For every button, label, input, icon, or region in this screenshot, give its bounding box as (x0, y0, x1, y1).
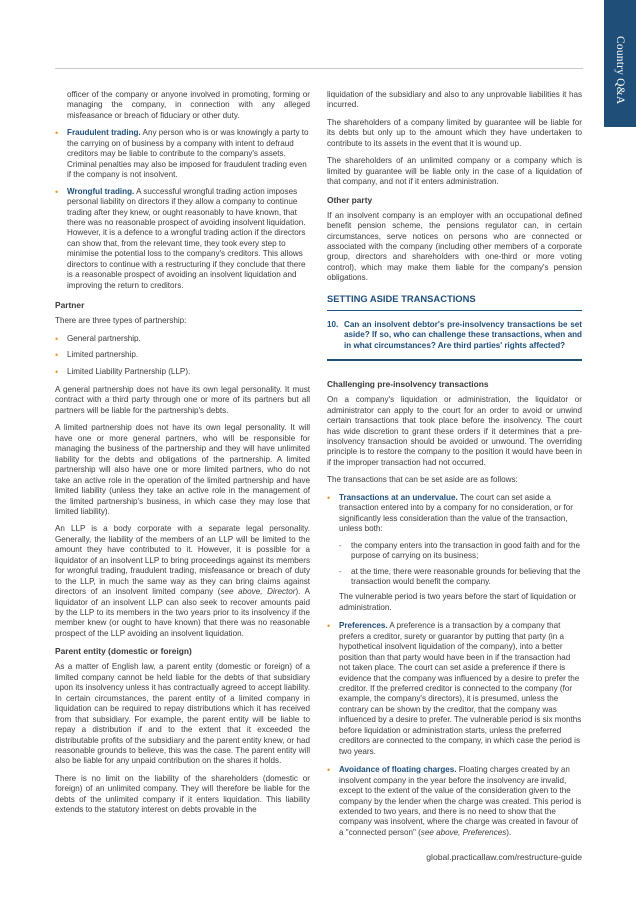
wrongful-trading-text: A successful wrongful trading action imposes personal liability on directors if they allow a company to continue trading after they knew, or ought reasonably to have known, that there was no reasonable prospect of avoiding insolvent liquidation. However, it is a defence to a wrongful trading action if the directors can show that, from the relevant time, they took every step to minimise the potential loss to the company's creditors. This allows directors to continue with a restructuring if they conclude that there is a reasonable prospect of avoiding an insolvent liquidation and improving the return to creditors. (67, 186, 306, 290)
general-partnership-paragraph: A general partnership does not have its own legal personality. It must contract with a third party through one or more of its partners but all partners will be liable for the partnership's debts. (55, 384, 310, 415)
question-text: Can an insolvent debtor's pre-insolvency transactions be set aside? If so, who can challenge these transactions, when and in what circumstances? Are third parties' rights affected? (344, 319, 582, 350)
right-column (327, 90, 582, 844)
unlimited-guarantee-paragraph: The shareholders of an unlimited company or a company which is limited by guarantee will be liable only in the case of a liquidation of that company, and not if it enters administration. (327, 156, 582, 187)
bullet-icon: • (327, 492, 331, 503)
bullet-icon: • (55, 350, 59, 361)
llp-paragraph: An LLP is a body corporate with a separate legal personality. Generally, the liability of the members of an LLP will be limited to the amount they have contributed to it. However, it is possible for a liquidator of an insolvent LLP to bring proceedings against its members for wrongful trading, fraudulent trading, misfeasance or breach of duty to the LLP, in much the same way as they can bring claims against directors of an insolvent limited company (see above, Director). A liquidator of an insolvent LLP can also seek to recover amounts paid by the LLP to its members in the two years prior to its insolvency if the member knew (or ought to have known) that there was no reasonable prospect of the LLP avoiding an insolvent liquidation. (55, 524, 310, 638)
bullet-icon: • (327, 765, 331, 776)
country-qa-tab (604, 0, 636, 127)
section-heading: SETTING ASIDE TRANSACTIONS (327, 293, 582, 311)
fraudulent-trading-text: Any person who is or was knowingly a party to the carrying on of business by a company with intent to defraud creditors may be liable to contribute to the company's assets. Criminal penalties may also be imposed for fraudulent trading even if the company is not insolvent. (67, 128, 309, 180)
bullet-icon: • (55, 128, 59, 139)
other-party-heading: Other party (327, 194, 373, 205)
unlimited-company-paragraph: There is no limit on the liability of the shareholders (domestic or foreign) of an unlimited company. They will therefore be liable for the debts of the unlimited company if it enters liquidation. This liability extends to the statutory interest on debts provable in the (55, 773, 310, 815)
condition-item: - at the time, there were reasonable grounds for believing that the transaction would benefit the company. (339, 566, 581, 586)
challenging-heading: Challenging pre-insolvency transactions (327, 379, 489, 390)
undervalue-text: The court can set aside a transaction entered into by a company for no consideration, or for significantly less consideration than the value of the transaction, unless both: (339, 492, 573, 534)
subsidiary-continuation: liquidation of the subsidiary and also to any unprovable liabilities it has incurred. (327, 90, 582, 110)
bullet-icon: • (55, 366, 59, 377)
cross-reference: see above, Director (220, 587, 296, 597)
challenging-paragraph: On a company's liquidation or administration, the liquidator or administrator can apply to the court for an order to avoid or unwind certain transactions that took place before the insolvency. The court has wide discretion to grant these orders if it determines that a pre-insolvency transaction should be avoided or unwound. The overriding principle is to restore the company to the position it would have been in if the improper transaction had not occurred. (327, 395, 582, 467)
list-item-preferences (327, 621, 582, 757)
parent-entity-paragraph: As a matter of English law, a parent entity (domestic or foreign) of a limited company cannot be held liable for the debts of that subsidiary upon its insolvency unless it has contractually agreed to accept liability. In certain circumstances, the parent entity of a limited company in liquidation can be required to repay distributions which it has received from that subsidiary. For example, the parent entity will be liable to repay a distribution if and to the extent that it exceeded the distributable profits of the subsidiary and the parent entity knew, or had reasonable grounds to believe, this was the case. The parent entity will also be liable for any unpaid contribution on the shares it holds. (55, 662, 310, 766)
header-rule (55, 68, 583, 69)
left-column (55, 90, 310, 823)
partnership-type: Limited partnership. (67, 350, 139, 360)
parent-entity-heading: Parent entity (domestic or foreign) (55, 646, 192, 657)
undervalue-title: Transactions at an undervalue. (339, 492, 458, 502)
undervalue-conditions (339, 541, 582, 588)
partner-intro: There are three types of partnership: (55, 316, 187, 326)
guarantee-paragraph: The shareholders of a company limited by guarantee will be liable for its debts but only up to the amount which they have undertaken to contribute to its assets in the event that it is wound up. (327, 117, 582, 148)
partner-heading: Partner (55, 300, 85, 311)
list-intro: The transactions that can be set aside are as follows: (327, 475, 518, 485)
footer-url[interactable]: global.practicallaw.com/restructure-guide (426, 852, 582, 862)
limited-partnership-paragraph: A limited partnership does not have its own legal personality. It will have one or more general partners, who will be responsible for managing the business of the partnership and they will have unlimited liability for the debts and obligations of the partnership. A limited partnership will also have one or more limited partners, who do not take an active role in the operation of the limited partnership and have limited liability (unless they take an active role in the management of the limited partnership's business, in which case they may lose that limited liability). (55, 423, 310, 516)
list-item-floating-charges: • Avoidance of floating charges. Floating charges created by an insolvent company in the year before the insolvency are invalid, except to the extent of the value of the consideration given to the company by the lender when the charge was created. This period is extended to two years, and there is no need to show that the company was insolvent, where the charge was created in favour of a "connected person" (see above, Preferences). (327, 765, 582, 837)
list-item-undervalue (327, 493, 582, 614)
other-party-paragraph: If an insolvent company is an employer with an occupational defined benefit pension scheme, the pensions regulator can, in certain circumstances, serve notices on persons who are connected or associated with the company (including other members of a corporate group, directors and shareholders with one-third or more voting control), which may make them liable for the company's pension obligations. (327, 210, 582, 283)
list-item-wrongful-trading (55, 187, 310, 292)
fraudulent-trading-title: Fraudulent trading. (67, 128, 141, 138)
bullet-icon: • (327, 621, 331, 632)
intro-text: officer of the company or anyone involved in promoting, forming or managing the company, in connection with any alleged misfeasance or breach of fiduciary or other duty. (67, 90, 310, 120)
condition-item: - the company enters into the transaction in good faith and for the purpose of carrying on its business; (339, 540, 581, 561)
cross-reference: see above, Preferences (420, 827, 507, 837)
floating-charges-text: Floating charges created by an insolvent company in the year before the insolvency are invalid, except to the extent of the value of the consideration given to the company by the lender when the charge was created. This period is extended to two years, and there is no need to show that the company was insolvent, where the charge was created in favour of a "connected person" ( (339, 765, 582, 837)
bullet-icon: • (55, 333, 59, 344)
bullet-icon: • (55, 186, 59, 197)
list-item-general-partnership (55, 334, 310, 344)
floating-charges-title: Avoidance of floating charges. (339, 765, 457, 775)
intro-continuation (55, 90, 310, 121)
list-item-limited-partnership (55, 350, 310, 360)
partnership-type: General partnership. (67, 333, 141, 343)
dash-icon: - (339, 566, 342, 576)
preferences-text: A preference is a transaction by a company that prefers a creditor, surety or guarantor by putting that party (in a hypothetical insolvent liquidation of the company), into a better position than that party would have been in if the transaction had not taken place. The court can set aside a preference if there is evidence that the company was influenced by a desire to prefer the creditor. If the preferred creditor is connected to the company (for example, the company's directors), it is presumed, unless the contrary can be shown by the creditor, that the company was influenced by a desire to prefer. The vulnerable period is six months before liquidation or administration starts, unless the preferred creditors are connected to the company, in which case the period is two years. (339, 621, 582, 756)
question-10 (327, 320, 582, 361)
list-item-llp (55, 367, 310, 377)
dash-icon: - (339, 540, 342, 550)
list-item-fraudulent-trading (55, 128, 310, 180)
question-number: 10. (327, 319, 339, 329)
partnership-type: Limited Liability Partnership (LLP). (67, 366, 191, 376)
undervalue-period: The vulnerable period is two years before the start of liquidation or administration. (339, 592, 577, 612)
wrongful-trading-title: Wrongful trading. (67, 186, 135, 196)
side-tab-label: Country Q&A (614, 36, 626, 105)
preferences-title: Preferences. (339, 621, 388, 631)
